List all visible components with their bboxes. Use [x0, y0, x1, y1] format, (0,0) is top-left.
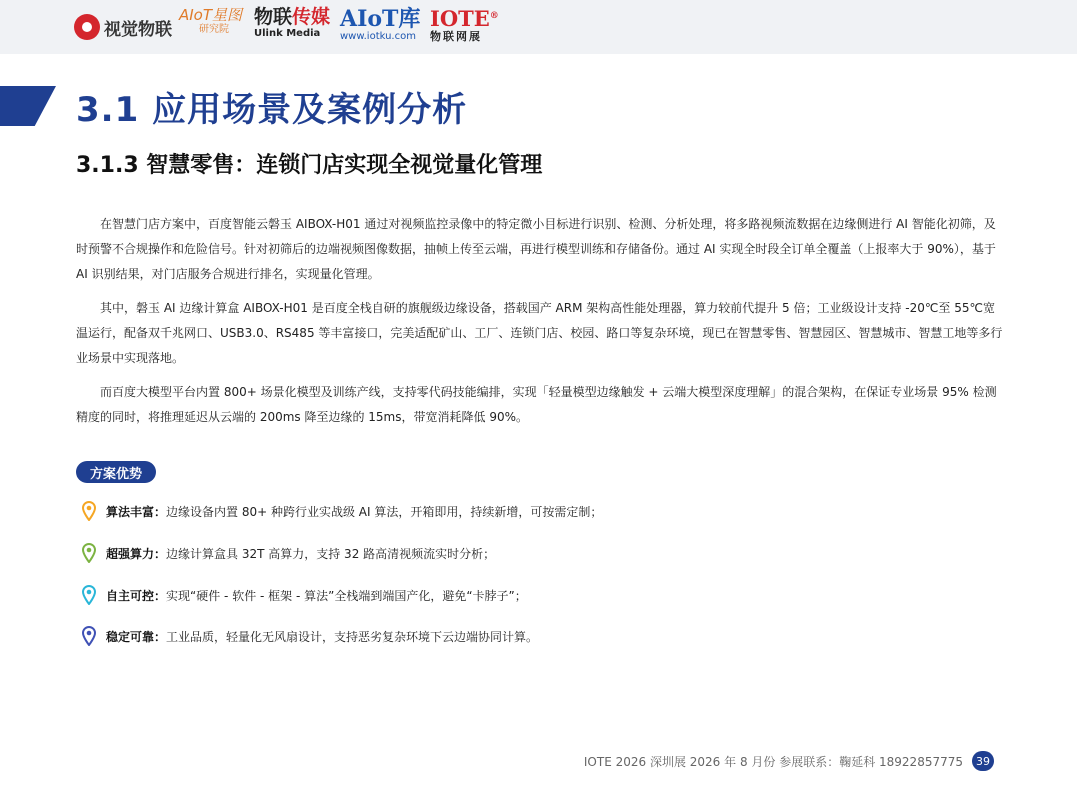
advantage-text: 工业品质，轻量化无风扇设计，支持恶劣复杂环境下云边端协同计算。	[166, 629, 539, 644]
advantage-text: 边缘设备内置 80+ 种跨行业实战级 AI 算法，开箱即用，持续新增，可按需定制；	[166, 504, 603, 519]
ulink-media-logo: 物联传媒 Ulink Media	[254, 6, 331, 39]
aiotku-logo: AIoT库 www.iotku.com	[340, 6, 421, 42]
title-accent-bar	[0, 86, 56, 126]
vision-iot-logo: 视觉物联	[74, 8, 172, 46]
iote-logo: IOTE® 物联网展	[430, 6, 499, 43]
advantage-text: 实现“硬件 - 软件 - 框架 - 算法”全栈端到端国产化，避免“卡脖子”；	[166, 588, 527, 603]
aiot-star-logo: AIoT星图 研究院	[179, 6, 243, 35]
vision-camera-icon	[74, 14, 100, 40]
footer-contact: IOTE 2026 深圳展 2026 年 8 月份 参展联系：鞠延科 18922857775	[583, 755, 963, 769]
advantage-item	[80, 542, 495, 564]
location-pin-icon	[80, 500, 98, 522]
page-number: 39	[972, 751, 994, 771]
advantage-label: 自主可控：	[106, 588, 167, 603]
advantage-item	[80, 584, 527, 606]
sub-title: 3.1.3 智慧零售：连锁门店实现全视觉量化管理	[76, 153, 543, 178]
advantage-text: 边缘计算盒具 32T 高算力，支持 32 路高清视频流实时分析；	[166, 546, 496, 561]
advantage-label: 稳定可靠：	[106, 629, 167, 644]
advantage-label: 超强算力：	[106, 546, 167, 561]
section-title: 3.1 应用场景及案例分析	[76, 90, 468, 130]
advantage-label: 算法丰富：	[106, 504, 167, 519]
advantage-item	[80, 500, 602, 522]
location-pin-icon	[80, 625, 98, 647]
location-pin-icon	[80, 584, 98, 606]
paragraph-3: 而百度大模型平台内置 800+ 场景化模型及训练产线，支持零代码技能编排，实现「轻量模型边缘触发 + 云端大模型深度理解」的混合架构，在保证专业场景 95% 检测精度的同时，将推理延迟从云端的 200ms 降至边缘的 15ms，带宽消耗降低 90%。	[76, 385, 997, 424]
location-pin-icon	[80, 542, 98, 564]
paragraph-2: 其中，磐玉 AI 边缘计算盒 AIBOX-H01 是百度全栈自研的旗舰级边缘设备，搭载国产 ARM 架构高性能处理器，算力较前代提升 5 倍；工业级设计支持 -20℃至 55℃宽温运行，配备双千兆网口、USB3.0、RS485 等丰富接口，完美适配矿山、工厂、连锁门店、校园、路口等复杂环境，现已在智慧零售、智慧园区、智慧城市、智慧工地等多行业场景中实现落地。	[76, 301, 1003, 365]
header-logo-bar	[0, 0, 1077, 54]
advantage-item	[80, 625, 538, 647]
paragraph-1: 在智慧门店方案中，百度智能云磐玉 AIBOX-H01 通过对视频监控录像中的特定微小目标进行识别、检测、分析处理，将多路视频流数据在边缘侧进行 AI 智能化初筛，及时预警不合规操作和危险信号。针对初筛后的边端视频图像数据，抽帧上传至云端，再进行模型训练和存储备份。通过 AI 实现全时段全订单全覆盖（上报率大于 90%），基于 AI 识别结果，对门店服务合规进行排名，实现量化管理。	[76, 217, 996, 281]
advantages-badge: 方案优势	[76, 461, 156, 483]
